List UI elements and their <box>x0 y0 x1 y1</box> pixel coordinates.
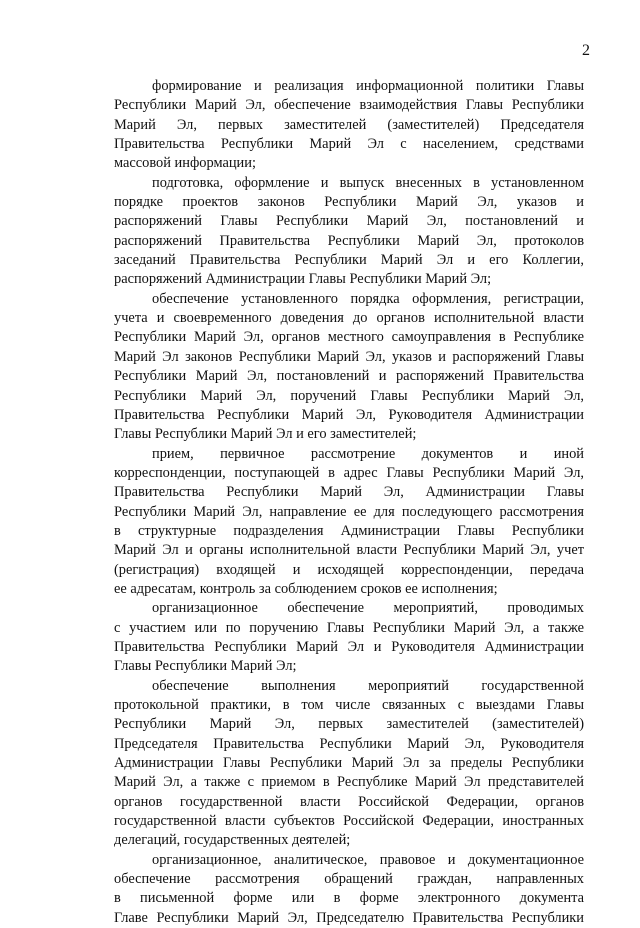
text-line: с участием или по поручению Главы Республики Марий Эл, а также <box>114 619 584 636</box>
text-line: Марий Эл и органы исполнительной власти Республики Марий Эл, учет <box>114 542 584 559</box>
text-line: Республики Марий Эл, первых заместителей (заместителей) <box>114 716 584 733</box>
text-line: Главы Республики Марий Эл; <box>114 658 297 675</box>
paragraph-correspondence <box>114 445 584 600</box>
text-line: органов государственной власти Российской Федерации, органов <box>114 793 584 810</box>
text-line: распоряжений Администрации Главы Республики Марий Эл; <box>114 271 492 288</box>
text-line: Администрации Главы Республики Марий Эл за пределы Республики <box>114 755 584 772</box>
text-line: прием, первичное рассмотрение документов и иной <box>152 445 584 462</box>
text-line: в структурные подразделения Администрации Главы Республики <box>114 522 584 539</box>
text-line: корреспонденции, поступающей в адрес Главы Республики Марий Эл, <box>114 464 584 481</box>
text-line: делегаций, государственных деятелей; <box>114 832 351 849</box>
text-line: Республики Марий Эл, обеспечение взаимодействия Главы Республики <box>114 97 584 114</box>
text-line: Главе Республики Марий Эл, Председателю Правительства Республики <box>114 909 584 926</box>
text-line: формирование и реализация информационной политики Главы <box>152 78 584 94</box>
text-line: Марий Эл законов Республики Марий Эл, указов и распоряжений Главы <box>114 348 584 365</box>
text-line: организационное, аналитическое, правовое и документационное <box>152 851 584 868</box>
text-line: Республики Марий Эл, поручений Главы Республики Марий Эл, <box>114 387 584 404</box>
paragraph-organizational-support <box>114 599 584 676</box>
text-line: Главы Республики Марий Эл и его заместителей; <box>114 426 417 443</box>
text-line: Правительства Республики Марий Эл с населением, средствами <box>114 136 584 153</box>
text-line: обеспечение рассмотрения обращений граждан, направленных <box>114 871 584 888</box>
text-line: обеспечение выполнения мероприятий государственной <box>152 677 584 694</box>
text-line: порядке проектов законов Республики Марий Эл, указов и <box>114 194 584 211</box>
text-line: Республики Марий Эл, постановлений и распоряжений Правительства <box>114 368 584 385</box>
paragraph-protocol-practice <box>114 677 584 851</box>
text-line: Марий Эл, первых заместителей (заместителей) Председателя <box>114 116 584 133</box>
paragraph-citizen-appeals <box>114 851 584 928</box>
paragraph-document-preparation <box>114 174 584 290</box>
text-line: государственной власти субъектов Российской Федерации, иностранных <box>114 813 584 830</box>
text-line: Правительства Республики Марий Эл, Администрации Главы <box>114 484 584 501</box>
text-line: организационное обеспечение мероприятий, проводимых <box>152 600 584 617</box>
paragraph-registration-order <box>114 290 584 445</box>
text-line: заседаний Правительства Республики Марий Эл и его Коллегии, <box>114 252 584 269</box>
text-line: ее адресатам, контроль за соблюдением сроков ее исполнения; <box>114 580 498 597</box>
page-number: 2 <box>582 42 590 59</box>
text-line: Правительства Республики Марий Эл, Руководителя Администрации <box>114 406 584 423</box>
text-line: массовой информации; <box>114 155 256 172</box>
text-line: учета и своевременного доведения до органов исполнительной власти <box>114 310 584 327</box>
text-line: распоряжений Правительства Республики Марий Эл, протоколов <box>114 232 584 249</box>
text-line: обеспечение установленного порядка оформления, регистрации, <box>152 290 584 307</box>
paragraph-information-policy <box>114 77 584 174</box>
text-line: в письменной форме или в форме электронного документа <box>114 890 584 907</box>
text-line: Правительства Республики Марий Эл и Руководителя Администрации <box>114 638 584 655</box>
text-line: распоряжений Главы Республики Марий Эл, постановлений и <box>114 213 584 230</box>
text-line: (регистрация) входящей и исходящей корреспонденции, передача <box>114 561 584 578</box>
text-line: протокольной практики, в том числе связанных с выездами Главы <box>114 697 584 713</box>
text-line: Республики Марий Эл, органов местного самоуправления в Республике <box>114 329 584 346</box>
text-line: Республики Марий Эл, направление ее для последующего рассмотрения <box>114 503 584 520</box>
text-line: Председателя Правительства Республики Марий Эл, Руководителя <box>114 735 584 752</box>
text-line: Марий Эл, а также с приемом в Республике Марий Эл представителей <box>114 774 584 791</box>
text-line: подготовка, оформление и выпуск внесенных в установленном <box>152 174 584 191</box>
document-body <box>114 77 584 928</box>
